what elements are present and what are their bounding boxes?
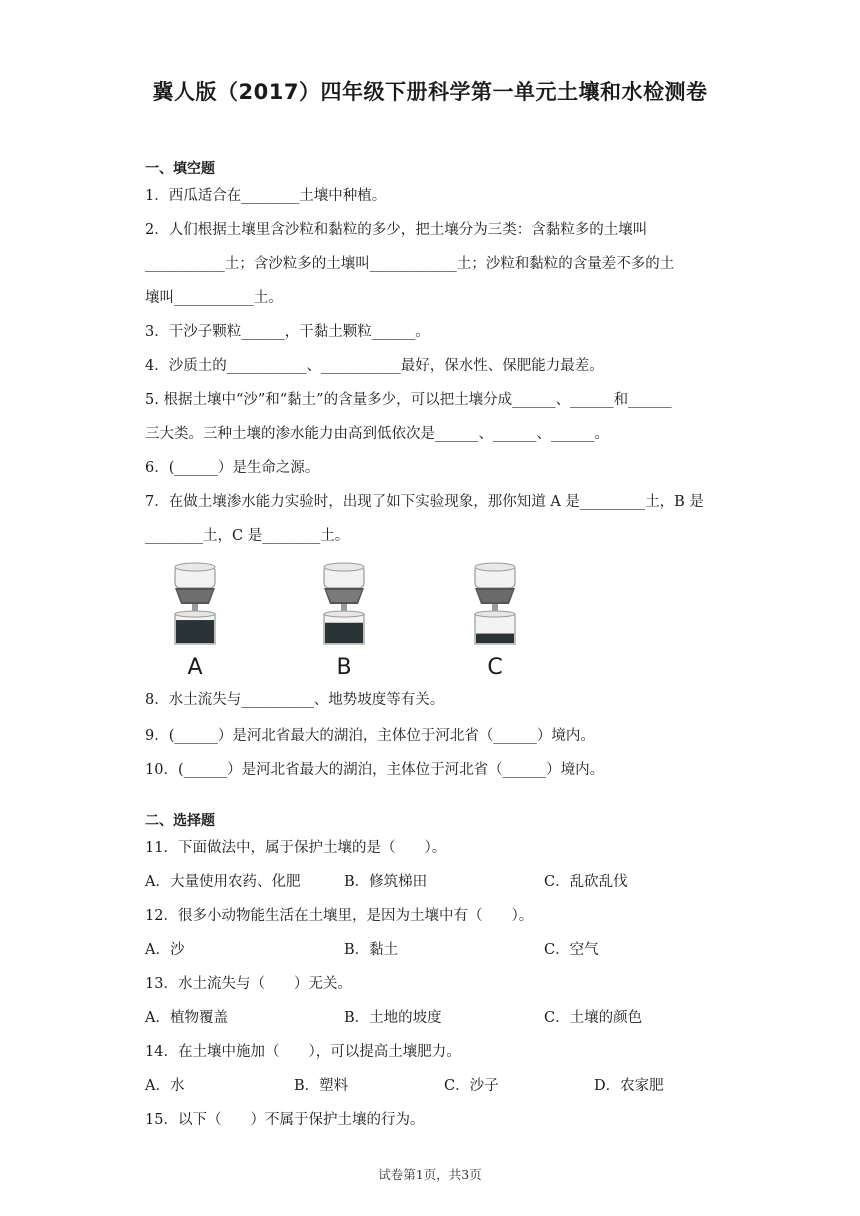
question-14: 14．在土壤中施加（ ），可以提高土壤肥力。 <box>145 1044 461 1060</box>
q11-option-c: C．乱砍乱伐 <box>544 874 628 890</box>
question-13: 13．水土流失与（ ）无关。 <box>145 976 352 992</box>
funnel-beaker-icon <box>465 560 525 650</box>
question-11: 11．下面做法中，属于保护土壤的是（ ）。 <box>145 840 447 856</box>
section-heading-fill: 一、填空题 <box>145 161 215 177</box>
funnel-apparatus-a <box>165 560 225 690</box>
figure-label-b: B <box>336 655 352 680</box>
question-9: 9．(______）是河北省最大的湖泊，主体位于河北省（______）境内。 <box>145 728 595 744</box>
figure-label-c: C <box>487 655 503 680</box>
question-2-line-2: ___________土；含沙粒多的土壤叫____________土；沙粒和黏粒的含量差不多的土 <box>145 256 675 272</box>
water-level-b <box>325 623 363 643</box>
page-footer: 试卷第1页，共3页 <box>378 1167 482 1182</box>
funnel-beaker-icon <box>314 560 374 650</box>
q11-option-a: A．大量使用农药、化肥 <box>145 874 301 890</box>
water-level-a <box>176 620 214 643</box>
question-2-line-1: 2．人们根据土壤里含沙粒和黏粒的多少，把土壤分为三类：含黏粒多的土壤叫 <box>145 222 648 238</box>
section-heading-choice: 二、选择题 <box>145 813 215 829</box>
q14-option-c: C．沙子 <box>444 1078 499 1094</box>
question-3: 3．干沙子颗粒______，干黏土颗粒______。 <box>145 324 430 340</box>
q14-option-a: A．水 <box>145 1078 185 1094</box>
water-level-c <box>476 634 514 643</box>
q14-option-d: D．农家肥 <box>594 1078 664 1094</box>
question-5-line-2: 三大类。三种土壤的渗水能力由高到低依次是______、______、______。 <box>145 426 609 442</box>
funnel-apparatus-b <box>314 560 374 690</box>
question-12: 12．很多小动物能生活在土壤里，是因为土壤中有（ ）。 <box>145 908 534 924</box>
q14-option-b: B．塑料 <box>294 1078 349 1094</box>
question-8: 8．水土流失与__________、地势坡度等有关。 <box>145 692 445 708</box>
page-title: 冀人版（2017）四年级下册科学第一单元土壤和水检测卷 <box>152 80 708 104</box>
question-2-line-3: 壤叫___________土。 <box>145 290 283 306</box>
q12-option-b: B．黏土 <box>344 942 399 958</box>
q13-option-a: A．植物覆盖 <box>145 1010 228 1026</box>
question-7-line-1: 7．在做土壤渗水能力实验时，出现了如下实验现象，那你知道 A 是_________土，B 是 <box>145 494 704 510</box>
q13-option-b: B．土地的坡度 <box>344 1010 442 1026</box>
funnel-apparatus-c <box>465 560 525 690</box>
q13-option-c: C．土壤的颜色 <box>544 1010 643 1026</box>
figure-label-a: A <box>187 655 203 680</box>
question-15: 15．以下（ ）不属于保护土壤的行为。 <box>145 1112 425 1128</box>
question-10: 10．(______）是河北省最大的湖泊，主体位于河北省（______）境内。 <box>145 762 605 778</box>
q12-option-c: C．空气 <box>544 942 599 958</box>
question-7-line-2: ________土，C 是________土。 <box>145 528 350 544</box>
funnel-beaker-icon <box>165 560 225 650</box>
q12-option-a: A．沙 <box>145 942 185 958</box>
question-6: 6．(______）是生命之源。 <box>145 460 320 476</box>
q11-option-b: B．修筑梯田 <box>344 874 428 890</box>
question-5-line-1: 5. 根据土壤中“沙”和“黏土”的含量多少，可以把土壤分成______、______和______ <box>145 392 672 408</box>
question-1: 1．西瓜适合在________土壤中种植。 <box>145 188 387 204</box>
question-4: 4．沙质土的___________、___________最好，保水性、保肥能力最差。 <box>145 358 604 374</box>
